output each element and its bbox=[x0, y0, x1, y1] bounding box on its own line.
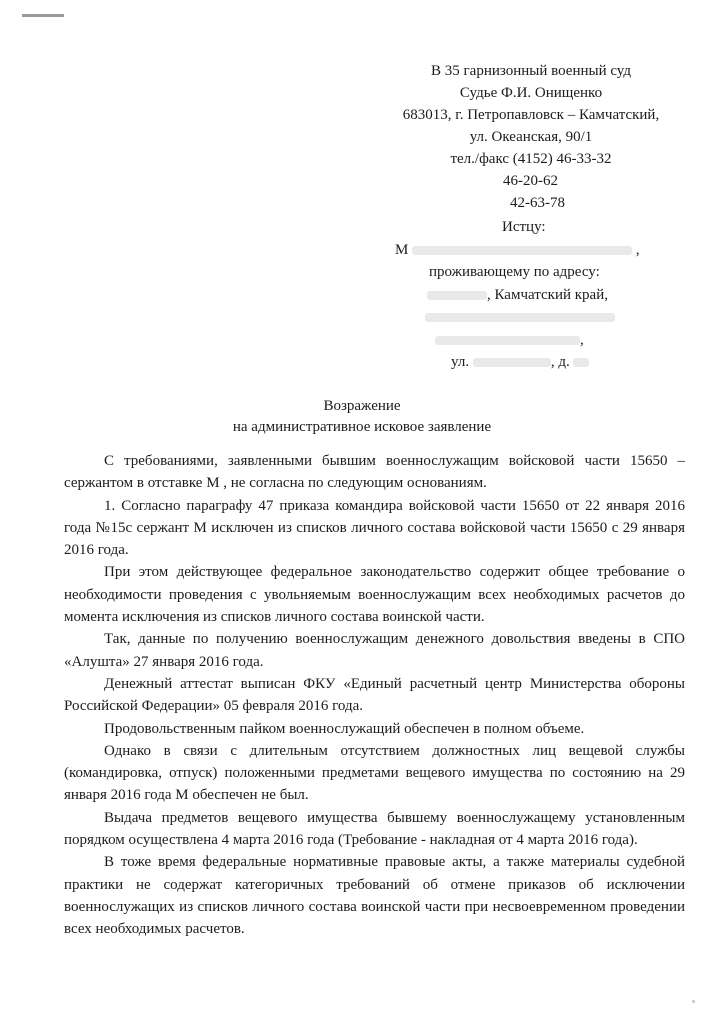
addressee-block bbox=[381, 60, 681, 214]
redacted-settlement bbox=[435, 336, 580, 345]
plaintiff-region: , Камчатский край, bbox=[487, 286, 608, 303]
addressee-court: В 35 гарнизонный военный суд bbox=[431, 63, 631, 79]
plaintiff-region-line bbox=[395, 284, 655, 307]
paragraph: 1. Согласно параграфу 47 приказа командира войсковой части 15650 от 22 января 2016 года №15с сержант М исключен из списков личного состава войсковой части 15650 с 29 января 2016 года. bbox=[64, 497, 685, 559]
document-body bbox=[64, 450, 685, 941]
scan-mark bbox=[22, 14, 64, 17]
addressee-street: ул. Океанская, 90/1 bbox=[469, 129, 593, 145]
plaintiff-street-prefix: ул. bbox=[451, 354, 470, 370]
addressee-phone-3: 42-63-78 bbox=[510, 195, 565, 211]
redacted-district bbox=[425, 313, 615, 322]
plaintiff-house-prefix: , д. bbox=[550, 354, 570, 370]
paragraph: Однако в связи с длительным отсутствием должностных лиц вещевой службы (командировка, отпуск) положенными предметами вещевого имущества по состоянию на 29 января 2016 года М обеспечен не был. bbox=[64, 742, 685, 804]
document-title: Возражение bbox=[323, 398, 401, 414]
redacted-locality bbox=[427, 291, 487, 300]
plaintiff-name: М , bbox=[395, 241, 640, 258]
document-subtitle: на административное исковое заявление bbox=[232, 419, 492, 435]
redacted-street bbox=[473, 358, 551, 367]
paragraph: Денежный аттестат выписан ФКУ «Единый расчетный центр Министерства обороны Российской Федерации» 05 февраля 2016 года. bbox=[64, 675, 685, 715]
paragraph: Так, данные по получению военнослужащим денежного довольствия введены в СПО «Алушта» 27 января 2016 года. bbox=[64, 631, 685, 670]
addressee-city: 683013, г. Петропавловск – Камчатский, bbox=[402, 107, 660, 123]
plaintiff-heading: Истцу: bbox=[502, 219, 546, 235]
paragraph: С требованиями, заявленными бывшим военнослужащим войсковой части 15650 – сержантом в отставке М , не согласна по следующим основаниям. bbox=[64, 453, 685, 492]
plaintiff-block bbox=[395, 216, 655, 374]
plaintiff-name-initial: М bbox=[395, 241, 409, 258]
paragraph: Продовольственным пайком военнослужащий обеспечен в полном объеме. bbox=[104, 720, 585, 737]
plaintiff-address-intro: проживающему по адресу: bbox=[429, 264, 600, 280]
addressee-phone: тел./факс (4152) 46-33-32 bbox=[450, 151, 612, 167]
scan-dot bbox=[692, 1000, 695, 1003]
redacted-name bbox=[412, 246, 632, 255]
paragraph: Выдача предметов вещевого имущества бывшему военнослужащему установленным порядком осуществлена 4 марта 2016 года (Требование - накладная от 4 марта 2016 года). bbox=[64, 809, 685, 849]
plaintiff-district-line bbox=[395, 306, 655, 329]
addressee-phone-2: 46-20-62 bbox=[503, 173, 558, 189]
paragraph: При этом действующее федеральное законодательство содержит общее требование о необходимости проведения с увольняемым военнослужащим всех необходимых расчетов до момента исключения из списков личного состава воинской части. bbox=[64, 564, 685, 626]
paragraph: В тоже время федеральные нормативные правовые акты, а также материалы судебной практики не содержат категоричных требований об отмене приказов об исключении военнослужащих из списков личного состава воинской части при несвоевременном проведении всех необходимых расчетов. bbox=[64, 854, 685, 938]
addressee-judge: Судье Ф.И. Онищенко bbox=[459, 85, 603, 101]
plaintiff-settlement-line: , bbox=[395, 329, 655, 352]
redacted-house bbox=[573, 358, 589, 367]
plaintiff-street-line bbox=[395, 351, 655, 374]
